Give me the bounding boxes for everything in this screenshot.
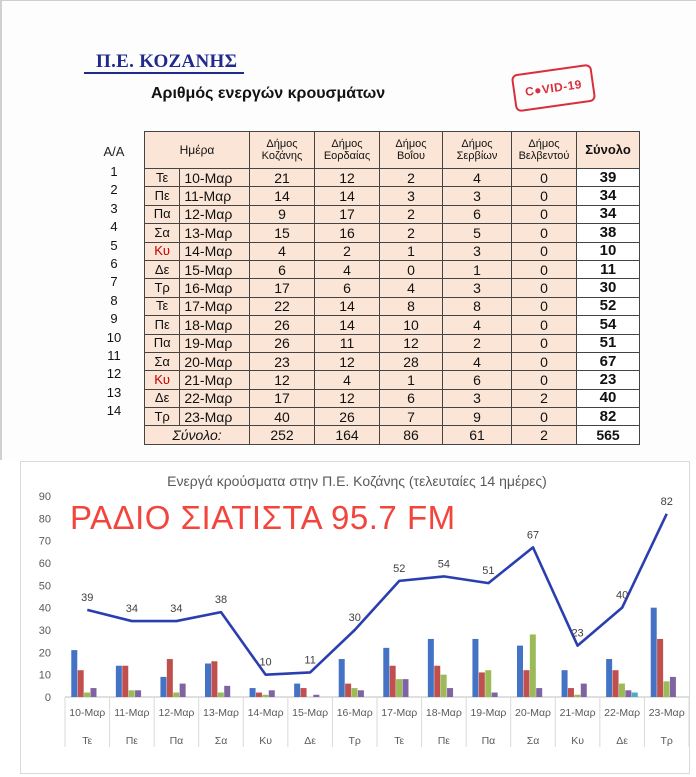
col-header-servia: Δήμος Σερβίων <box>443 132 512 169</box>
bar <box>205 664 211 698</box>
cell-voio: 1 <box>380 242 443 260</box>
region-title: Π.Ε. ΚΟΖΑΝΗΣ <box>96 51 238 72</box>
bar <box>581 684 587 697</box>
bar <box>485 670 491 697</box>
cases-table <box>144 131 640 445</box>
bar <box>294 684 300 697</box>
cell-date: 13-Μαρ <box>180 224 250 242</box>
cell-velvento: 0 <box>512 187 577 205</box>
cell-date: 14-Μαρ <box>180 242 250 260</box>
cell-velvento: 0 <box>512 242 577 260</box>
cell-total: 34 <box>577 205 640 223</box>
bar <box>428 639 434 697</box>
cell-date: 10-Μαρ <box>180 169 250 187</box>
x-day-label: Πε <box>125 735 138 747</box>
cell-velvento: 2 <box>512 389 577 407</box>
index-column <box>97 141 131 420</box>
row-index: 5 <box>110 237 118 253</box>
cell-voio: 3 <box>380 187 443 205</box>
x-tick-label: 12-Μαρ <box>158 707 195 719</box>
x-tick-label: 15-Μαρ <box>292 707 329 719</box>
bar <box>173 693 179 697</box>
col-header-total: Σύνολο <box>577 132 640 169</box>
data-label: 51 <box>482 565 495 578</box>
table-row <box>145 187 640 205</box>
bar <box>402 679 408 697</box>
bar <box>517 646 523 697</box>
cell-servia: 3 <box>443 187 512 205</box>
cell-day: Δε <box>145 389 180 407</box>
cell-servia: 8 <box>443 297 512 315</box>
cell-eordaia: 14 <box>315 187 380 205</box>
cell-voio: 10 <box>380 316 443 334</box>
x-tick-label: 20-Μαρ <box>515 707 551 719</box>
cell-total: 82 <box>577 408 640 426</box>
x-day-label: Πα <box>481 735 496 747</box>
bar <box>383 648 389 697</box>
cell-total: 67 <box>577 352 640 370</box>
cell-servia: 1 <box>443 260 512 278</box>
table-row <box>145 389 640 407</box>
cell-voio: 2 <box>380 205 443 223</box>
cell-kozani: 26 <box>250 334 315 352</box>
cell-servia: 6 <box>443 205 512 223</box>
cell-voio: 7 <box>380 408 443 426</box>
table-row <box>145 279 640 297</box>
bar <box>218 693 224 697</box>
cell-day: Πα <box>145 334 180 352</box>
col-header-voio: Δήμος Βοΐου <box>380 132 443 169</box>
cell-voio: 2 <box>380 169 443 187</box>
bar <box>358 690 364 697</box>
cell-voio: 2 <box>380 224 443 242</box>
cell-kozani: 40 <box>250 408 315 426</box>
cell-day: Τρ <box>145 408 180 426</box>
row-index: 14 <box>106 403 122 419</box>
bar <box>562 670 568 697</box>
cell-date: 18-Μαρ <box>180 316 250 334</box>
x-day-label: Κυ <box>571 735 584 747</box>
row-index: 6 <box>110 255 118 271</box>
bar <box>129 690 135 697</box>
cell-eordaia: 14 <box>315 297 380 315</box>
cell-kozani: 14 <box>250 187 315 205</box>
cell-day: Τε <box>145 169 180 187</box>
cell-total: 40 <box>577 389 640 407</box>
cell-eordaia: 17 <box>315 205 380 223</box>
sum-voio: 86 <box>380 426 443 444</box>
cell-day: Σα <box>145 224 180 242</box>
cell-kozani: 17 <box>250 279 315 297</box>
bar <box>530 634 536 697</box>
x-day-label: Σα <box>526 735 540 747</box>
bar <box>574 695 580 697</box>
bar <box>84 693 90 697</box>
data-label: 67 <box>526 529 540 542</box>
col-header-kozani: Δήμος Κοζάνης <box>250 132 315 169</box>
cell-servia: 6 <box>443 371 512 389</box>
bar <box>606 659 612 697</box>
row-index: 1 <box>110 164 118 179</box>
cell-kozani: 26 <box>250 316 315 334</box>
cell-voio: 1 <box>380 371 443 389</box>
sum-kozani: 252 <box>250 426 315 444</box>
y-tick-label: 30 <box>38 625 51 637</box>
cell-kozani: 15 <box>250 224 315 242</box>
radio-watermark: ΡΑΔΙΟ ΣΙΑΤΙΣΤΑ 95.7 FM <box>70 499 456 536</box>
cell-servia: 3 <box>443 389 512 407</box>
table-row <box>145 242 640 260</box>
x-tick-label: 13-Μαρ <box>203 707 239 719</box>
bar <box>269 690 275 697</box>
cell-kozani: 6 <box>250 260 315 278</box>
x-day-label: Πε <box>437 735 450 747</box>
x-day-label: Τε <box>82 735 93 747</box>
table-row <box>145 169 640 187</box>
row-index: 9 <box>110 311 118 327</box>
cell-velvento: 0 <box>512 408 577 426</box>
cell-total: 10 <box>577 242 640 260</box>
bar <box>167 659 173 697</box>
cell-eordaia: 16 <box>315 224 380 242</box>
cell-eordaia: 26 <box>315 408 380 426</box>
sum-eordaia: 164 <box>315 426 380 444</box>
cell-kozani: 9 <box>250 205 315 223</box>
table-header-row <box>145 132 640 169</box>
row-index: 11 <box>107 347 121 363</box>
cell-velvento: 0 <box>512 352 577 370</box>
bar <box>250 688 256 697</box>
bar <box>135 690 141 697</box>
x-tick-label: 21-Μαρ <box>559 707 596 719</box>
x-day-label: Δε <box>304 735 316 747</box>
sum-velvento: 2 <box>512 426 577 444</box>
cell-eordaia: 12 <box>315 389 380 407</box>
data-label: 34 <box>170 603 183 616</box>
table-row <box>145 371 640 389</box>
data-label: 39 <box>81 591 94 604</box>
table-row <box>145 316 640 334</box>
cell-total: 51 <box>577 334 640 352</box>
bar <box>447 688 453 697</box>
cell-velvento: 0 <box>512 371 577 389</box>
table-row <box>145 260 640 278</box>
data-label: 38 <box>214 594 228 607</box>
bar <box>160 677 166 697</box>
chart-title: Ενεργά κρούσματα στην Π.Ε. Κοζάνης (τελευταίες 14 ημέρες) <box>167 473 547 489</box>
cell-day: Κυ <box>145 242 180 260</box>
cell-date: 12-Μαρ <box>180 205 250 223</box>
x-day-label: Τρ <box>348 735 361 747</box>
bar <box>657 639 663 697</box>
cell-eordaia: 4 <box>315 260 380 278</box>
cell-eordaia: 14 <box>315 316 380 334</box>
bar <box>396 679 402 697</box>
cell-kozani: 17 <box>250 389 315 407</box>
cell-voio: 6 <box>380 389 443 407</box>
cell-servia: 2 <box>443 334 512 352</box>
row-index: 2 <box>110 182 118 198</box>
col-header-eordaia: Δήμος Εορδαίας <box>315 132 380 169</box>
x-day-label: Δε <box>616 735 628 747</box>
cell-date: 11-Μαρ <box>180 187 250 205</box>
data-label: 11 <box>304 654 316 667</box>
cell-velvento: 0 <box>512 169 577 187</box>
top-border <box>2 0 696 1</box>
data-label: 30 <box>348 612 361 624</box>
bar <box>301 688 307 697</box>
cell-eordaia: 4 <box>315 371 380 389</box>
data-label: 10 <box>259 656 272 669</box>
cell-date: 19-Μαρ <box>180 334 250 352</box>
table-row <box>145 297 640 315</box>
x-tick-label: 10-Μαρ <box>69 707 106 719</box>
cell-day: Κυ <box>145 371 180 389</box>
cell-day: Σα <box>145 352 180 370</box>
cell-velvento: 0 <box>512 316 577 334</box>
y-tick-label: 10 <box>38 669 51 682</box>
col-header-day: Ημέρα <box>145 132 250 169</box>
row-index: 8 <box>110 292 118 308</box>
cell-day: Πε <box>145 316 180 334</box>
cell-day: Πε <box>145 187 180 205</box>
cell-kozani: 22 <box>250 297 315 315</box>
bar <box>434 666 440 697</box>
row-index: 7 <box>110 274 118 290</box>
sum-servia: 61 <box>443 426 512 444</box>
cell-total: 30 <box>577 279 640 297</box>
bar <box>262 695 268 697</box>
y-tick-label: 70 <box>38 535 51 548</box>
x-day-label: Κυ <box>259 735 272 747</box>
bar <box>390 666 396 697</box>
cell-servia: 3 <box>443 279 512 297</box>
y-tick-label: 60 <box>38 558 51 570</box>
cell-date: 21-Μαρ <box>180 371 250 389</box>
x-tick-label: 14-Μαρ <box>247 707 284 719</box>
cell-velvento: 0 <box>512 205 577 223</box>
cell-total: 39 <box>577 169 640 187</box>
cell-servia: 4 <box>443 316 512 334</box>
y-tick-label: 0 <box>44 692 51 704</box>
row-index: 10 <box>106 329 122 345</box>
cell-kozani: 21 <box>250 169 315 187</box>
cell-total: 38 <box>577 224 640 242</box>
data-label: 23 <box>571 627 584 640</box>
cell-date: 22-Μαρ <box>180 389 250 407</box>
cell-eordaia: 12 <box>315 169 380 187</box>
bar <box>632 693 638 697</box>
bar <box>568 688 574 697</box>
row-index: 12 <box>106 366 122 382</box>
row-index: 13 <box>106 384 122 400</box>
cell-kozani: 4 <box>250 242 315 260</box>
table-row <box>145 224 640 242</box>
cell-velvento: 0 <box>512 260 577 278</box>
bar <box>345 684 351 697</box>
cell-date: 15-Μαρ <box>180 260 250 278</box>
x-day-label: Πα <box>169 735 184 747</box>
cell-velvento: 0 <box>512 297 577 315</box>
x-tick-label: 19-Μαρ <box>470 707 507 719</box>
cell-kozani: 23 <box>250 352 315 370</box>
data-label: 54 <box>437 558 450 571</box>
bar <box>90 688 96 697</box>
bar <box>472 639 478 697</box>
cell-voio: 28 <box>380 352 443 370</box>
table-row <box>145 352 640 370</box>
cell-voio: 12 <box>380 334 443 352</box>
cell-total: 34 <box>577 187 640 205</box>
cell-voio: 0 <box>380 260 443 278</box>
table-row <box>145 408 640 426</box>
cell-servia: 4 <box>443 169 512 187</box>
cell-total: 54 <box>577 316 640 334</box>
cell-servia: 9 <box>443 408 512 426</box>
x-tick-label: 17-Μαρ <box>381 707 418 719</box>
cell-kozani: 12 <box>250 371 315 389</box>
cell-day: Πα <box>145 205 180 223</box>
cell-date: 20-Μαρ <box>180 352 250 370</box>
table-row <box>145 334 640 352</box>
bar <box>71 650 77 697</box>
data-label: 82 <box>660 495 673 508</box>
cell-date: 23-Μαρ <box>180 408 250 426</box>
cell-voio: 4 <box>380 279 443 297</box>
bar <box>180 684 186 697</box>
table-sum-row <box>145 426 640 444</box>
x-day-label: Τρ <box>660 735 673 747</box>
bar <box>492 693 498 697</box>
cell-day: Δε <box>145 260 180 278</box>
row-index: 4 <box>110 219 118 235</box>
bar <box>352 688 358 697</box>
cell-day: Τρ <box>145 279 180 297</box>
data-label: 34 <box>125 603 138 616</box>
y-tick-label: 90 <box>38 491 51 503</box>
cell-date: 17-Μαρ <box>180 297 250 315</box>
bar <box>651 608 657 697</box>
sum-label: Σύνολο: <box>145 426 250 444</box>
cell-servia: 4 <box>443 352 512 370</box>
cell-eordaia: 12 <box>315 352 380 370</box>
cell-servia: 5 <box>443 224 512 242</box>
cell-velvento: 0 <box>512 224 577 242</box>
data-label: 40 <box>616 589 629 602</box>
table-row <box>145 205 640 223</box>
cell-eordaia: 6 <box>315 279 380 297</box>
col-header-velvento: Δήμος Βελβεντού <box>512 132 577 169</box>
data-label: 52 <box>393 562 406 575</box>
cell-velvento: 0 <box>512 334 577 352</box>
x-tick-label: 23-Μαρ <box>648 707 685 719</box>
total-line <box>87 514 666 675</box>
x-day-label: Τε <box>394 735 405 747</box>
bar <box>116 666 122 697</box>
grand-total: 565 <box>577 426 640 444</box>
bar <box>256 693 262 697</box>
x-tick-label: 11-Μαρ <box>114 707 150 719</box>
cell-servia: 3 <box>443 242 512 260</box>
covid-stamp-logo: C●VID-19 <box>511 64 597 113</box>
bar <box>664 681 670 697</box>
bar <box>670 677 676 697</box>
cell-day: Τε <box>145 297 180 315</box>
bar <box>536 688 542 697</box>
cell-total: 11 <box>577 260 640 278</box>
x-day-label: Σα <box>214 735 228 747</box>
bar <box>211 661 217 697</box>
bar <box>224 686 230 697</box>
cell-eordaia: 11 <box>315 334 380 352</box>
x-tick-label: 18-Μαρ <box>425 707 462 719</box>
y-tick-label: 50 <box>38 580 51 593</box>
row-index: 3 <box>110 200 118 216</box>
cell-total: 52 <box>577 297 640 315</box>
bar <box>441 675 447 697</box>
bar <box>313 695 319 697</box>
cell-total: 23 <box>577 371 640 389</box>
bar <box>122 666 128 697</box>
cell-voio: 8 <box>380 297 443 315</box>
y-tick-label: 80 <box>38 513 51 526</box>
region-title-underline <box>84 72 244 74</box>
y-tick-label: 20 <box>38 647 51 660</box>
bar <box>613 670 619 697</box>
report-subtitle: Αριθμός ενεργών κρουσμάτων <box>151 85 386 102</box>
y-tick-label: 40 <box>38 602 51 615</box>
cell-velvento: 0 <box>512 279 577 297</box>
bar <box>625 690 631 697</box>
index-header: Α/Α <box>103 144 125 159</box>
bar <box>479 672 485 697</box>
bar <box>619 684 625 697</box>
x-tick-label: 16-Μαρ <box>336 707 373 719</box>
bar <box>339 659 345 697</box>
x-tick-label: 22-Μαρ <box>604 707 641 719</box>
bar <box>78 670 84 697</box>
cell-date: 16-Μαρ <box>180 279 250 297</box>
bar <box>523 670 529 697</box>
cell-eordaia: 2 <box>315 242 380 260</box>
